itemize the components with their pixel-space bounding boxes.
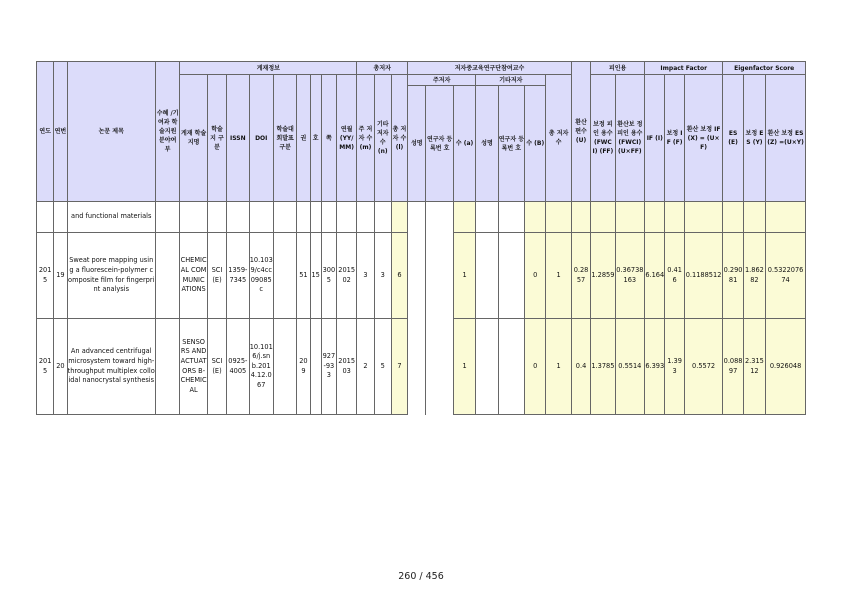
col-serial: 연번: [54, 62, 67, 202]
group-other-author: 기타저자: [476, 75, 546, 86]
col-corrected-citations: 보정 피인 용수 (FWC I) (FF): [591, 75, 615, 202]
table-row: 2015 20 An advanced centrifugal microsystem toward high-throughput multiplex colloidal nanocrystal synthesis SENSORS AND ACTUATORS B-CHEMICAL SCI(E) 0925-4005 10.1016/j.snb.2014.12.067 209 927-933 201503 2 5 7 1 0 1 0.4 1.3785 0.5514 6.393 1.393 0.5572 0.08897 2.31512 0.926048: [37, 319, 806, 415]
group-pub-info: 게재정보: [180, 62, 357, 75]
col-funding: 수혜 /기여과 학술지원 분야여 부: [155, 62, 179, 202]
col-doi: DOI: [249, 75, 273, 202]
col-other-reg: 연구자 등록번 호: [498, 86, 524, 202]
publication-table: [36, 61, 806, 415]
col-issn: ISSN: [227, 75, 249, 202]
col-journal: 게재 학술지명: [180, 75, 207, 202]
group-main-author: 주저자: [408, 75, 476, 86]
col-date: 연월 (YY/ MM): [336, 75, 356, 202]
col-category: 학술대 회발표 구분: [273, 75, 296, 202]
page-number: 260 / 456: [398, 571, 444, 582]
col-corrected-if: 보정 IF (F): [665, 75, 684, 202]
paper-title: and functional materials: [67, 202, 155, 233]
col-count-a: 수 (a): [453, 86, 475, 202]
col-main-name: 성명: [408, 86, 426, 202]
col-other-authors: 기타 저자 수 (n): [374, 75, 391, 202]
col-corrected-es: 보정 ES (Y): [743, 75, 765, 202]
table-row: [37, 202, 806, 233]
paper-title: Sweat pore mapping using a fluorescein-polymer composite film for fingerprint analysis: [67, 233, 155, 319]
col-total-count: 총 저자 수 (l): [391, 75, 407, 202]
col-converted-corrected-es: 환산 보정 ES(Z) =(U×Y): [766, 75, 806, 202]
col-main-reg: 연구자 등록번 호: [426, 86, 453, 202]
col-if: IF (I): [645, 75, 665, 202]
group-total-authors: 총저자: [357, 62, 408, 75]
group-impact-factor: Impact Factor: [645, 62, 723, 75]
col-page: 쪽: [321, 75, 336, 202]
table-row: 2015 19 Sweat pore mapping using a fluorescein-polymer composite film for fingerprint analysis CHEMICAL COMMUNICATIONS SCI(E) 1359-7345 10.1039/c4cc09085c 51 15 3005 201502 3 3 6 1 0 1 0.2857 1.2859 0.36738163 6.164 0.416 0.1188512 0.29081 1.86282 0.532207674: [37, 233, 806, 319]
col-journal-type: 학술 지 구분: [207, 75, 226, 202]
col-total-participants: 총 저자 수: [546, 75, 571, 202]
col-main-authors: 주 저자 수 (m): [357, 75, 374, 202]
col-paper-title: 논문 제목: [67, 62, 155, 202]
group-citation: 피인용: [591, 62, 645, 75]
col-es: ES (E): [723, 75, 743, 202]
col-converted-corrected-citations: 환산보 정피인 용수 (FWCI) (U×FF): [615, 75, 645, 202]
col-count-b: 수 (B): [525, 86, 546, 202]
col-converted-count: 환산 편수 (U): [571, 62, 590, 202]
col-volume: 권: [297, 75, 310, 202]
paper-title: An advanced centrifugal microsystem toward high-throughput multiplex colloidal nanocrystal synthesis: [67, 319, 155, 415]
col-converted-corrected-if: 환산 보정 IF(X) = (U×F): [684, 75, 723, 202]
group-eigenfactor: Eigenfactor Score: [723, 62, 806, 75]
col-year: 연도: [37, 62, 54, 202]
col-issue: 호: [310, 75, 321, 202]
group-participant: 저자중교육연구단참여교수: [408, 62, 572, 75]
col-other-name: 성명: [476, 86, 498, 202]
